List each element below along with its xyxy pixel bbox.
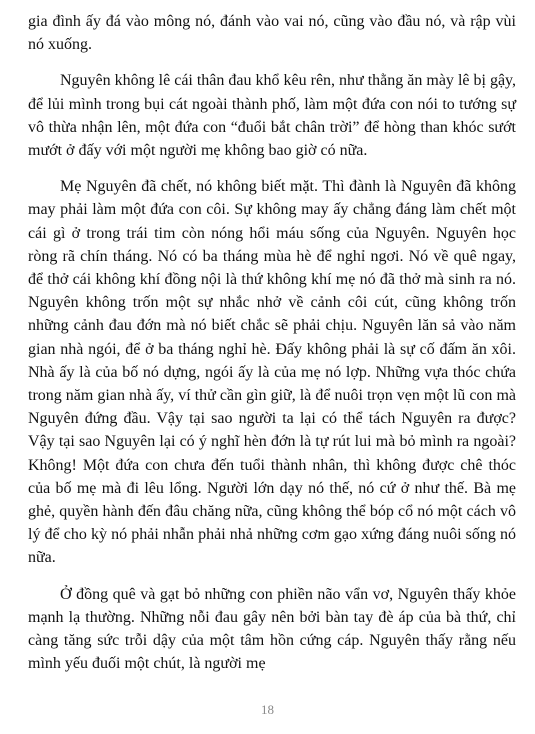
page-number: 18 <box>261 702 274 717</box>
paragraph: Mẹ Nguyên đã chết, nó không biết mặt. Thì đành là Nguyên đã không may phải làm một đứa con côi. Sự không may ấy chẳng đáng làm chết một cái gì ở trong trái tim còn nóng hổi máu sống của Nguyên. Nguyên học ròng rã chín tháng. Nó có ba tháng mùa hè để nghỉ ngơi. Nó về quê ngay, để thở cái không khí đồng nội là thứ không khí mẹ nó đã thở mà sinh ra nó. Nguyên không trốn một sự nhắc nhở về cảnh côi cút, cũng không trốn những cảnh đau đớn mà nó biết chắc sẽ phải chịu. Nguyên lăn sả vào năm gian nhà ngói, để ở ba tháng nghỉ hè. Đấy không phải là sự cố đấm ăn xôi. Nhà ấy là của bố nó dựng, ngói ấy là của mẹ nó lợp. Những vựa thóc chứa trong năm gian nhà ấy, ví thử cần gìn giữ, là để nuôi trọn vẹn một lũ con mà Nguyên đứng đầu. Vậy tại sao người ta lại có thể tách Nguyên ra được? Vậy tại sao Nguyên lại có ý nghĩ hèn đớn là tự rút lui mà bỏ mình ra ngoài? Không! Một đứa con chưa đến tuổi thành nhân, thì không được chê thóc của bố mẹ mà đi lêu lổng. Người lớn dạy nó thế, nó cứ ở như thế. Bà mẹ ghẻ, quyền hành đến đâu chăng nữa, cũng không thể bóp cổ nó một cách vô lý để cho kỳ nó phải nhẫn phải nhả những cơm gạo xứng đáng nuôi sống nó nữa. <box>28 178 516 567</box>
paragraph-continued: gia đình ấy đá vào mông nó, đánh vào vai nó, cũng vào đầu nó, và rập vùi nó xuống. <box>28 13 516 54</box>
paragraph: Ở đồng quê và gạt bỏ những con phiền não vẩn vơ, Nguyên thấy khỏe mạnh lạ thường. Những nỗi đau gây nên bởi bàn tay đè áp của bà thứ, chỉ càng tăng sức trỗi dậy của một tâm hồn cứng cáp. Nguyên thấy rằng nếu mình yếu đuối một chút, là người mẹ <box>28 585 516 673</box>
paragraph: Nguyên không lê cái thân đau khổ kêu rên, như thằng ăn mày lê bị gậy, để lủi mình trong bụi cát ngoài thành phố, làm một đứa con nói to tướng sự vô thừa nhận lên, một đứa con “đuổi bắt chân trời” để hòng than khóc sướt mướt ở đấy với một người mẹ không bao giờ có nữa. <box>28 72 516 160</box>
body-text <box>28 10 516 688</box>
